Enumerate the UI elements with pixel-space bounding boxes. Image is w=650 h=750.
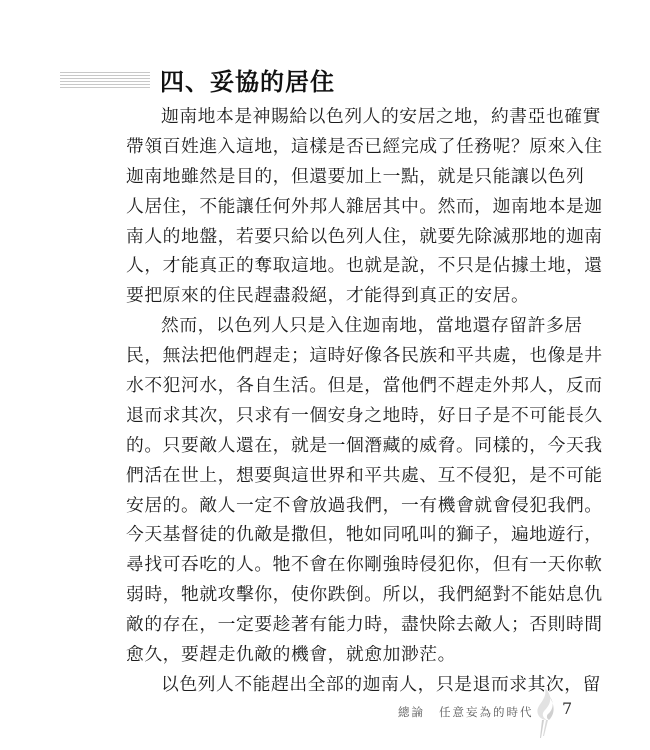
text-line: 安居的。敵人一定不會放過我們，一有機會就會侵犯我們。 xyxy=(126,494,603,516)
page-number: 7 xyxy=(562,699,573,718)
text-line: 尋找可吞吃的人。牠不會在你剛強時侵犯你，但有一天你軟 xyxy=(126,554,603,576)
footer-section-label: 總論 xyxy=(398,705,425,719)
text-line: 們活在世上，想要與這世界和平共處、互不侵犯，是不可能 xyxy=(126,464,603,486)
footer-chapter-title: 任意妄為的時代 xyxy=(439,705,534,719)
text-line: 水不犯河水，各自生活。但是，當他們不趕走外邦人，反而 xyxy=(126,375,603,397)
text-line: 然而，以色列人只是入住迦南地，當地還存留許多居 xyxy=(161,315,583,337)
text-line: 迦南地本是神賜給以色列人的安居之地，約書亞也確實 xyxy=(161,106,601,127)
section-title: 四、妥協的居住 xyxy=(160,67,335,96)
text-line: 愈久，要趕走仇敵的機會，就愈加渺茫。 xyxy=(126,644,456,666)
text-line: 南人的地盤，若要只給以色列人住，就要先除滅那地的迦南 xyxy=(126,225,603,247)
body-text xyxy=(126,102,603,700)
text-line: 要把原來的住民趕盡殺絕，才能得到真正的安居。 xyxy=(126,285,530,307)
text-line: 敵的存在，一定要趁著有能力時，盡快除去敵人；否則時間 xyxy=(126,614,603,636)
flame-icon xyxy=(531,686,557,740)
text-line: 退而求其次，只求有一個安身之地時，好日子是不可能長久 xyxy=(126,404,603,426)
text-line: 迦南地雖然是目的，但還要加上一點，就是只能讓以色列 xyxy=(126,165,585,187)
text-line: 人，才能真正的奪取這地。也就是說，不只是佔據土地，還 xyxy=(126,255,603,277)
text-line: 民，無法把他們趕走；這時好像各民族和平共處，也像是井 xyxy=(126,345,603,367)
text-line: 弱時，牠就攻擊你，使你跌倒。所以，我們絕對不能姑息仇 xyxy=(126,584,603,606)
text-line: 今天基督徒的仇敵是撒但，牠如同吼叫的獅子，遍地遊行， xyxy=(126,524,603,546)
text-line: 帶領百姓進入這地，這樣是否已經完成了任務呢？原來入住 xyxy=(126,135,603,157)
title-decoration-lines xyxy=(60,72,150,92)
text-line: 以色列人不能趕出全部的迦南人，只是退而求其次，留 xyxy=(161,673,601,695)
text-line: 人居住，不能讓任何外邦人雜居其中。然而，迦南地本是迦 xyxy=(126,195,603,217)
text-line: 的。只要敵人還在，就是一個潛藏的威脅。同樣的，今天我 xyxy=(126,434,603,456)
running-footer xyxy=(398,704,534,720)
